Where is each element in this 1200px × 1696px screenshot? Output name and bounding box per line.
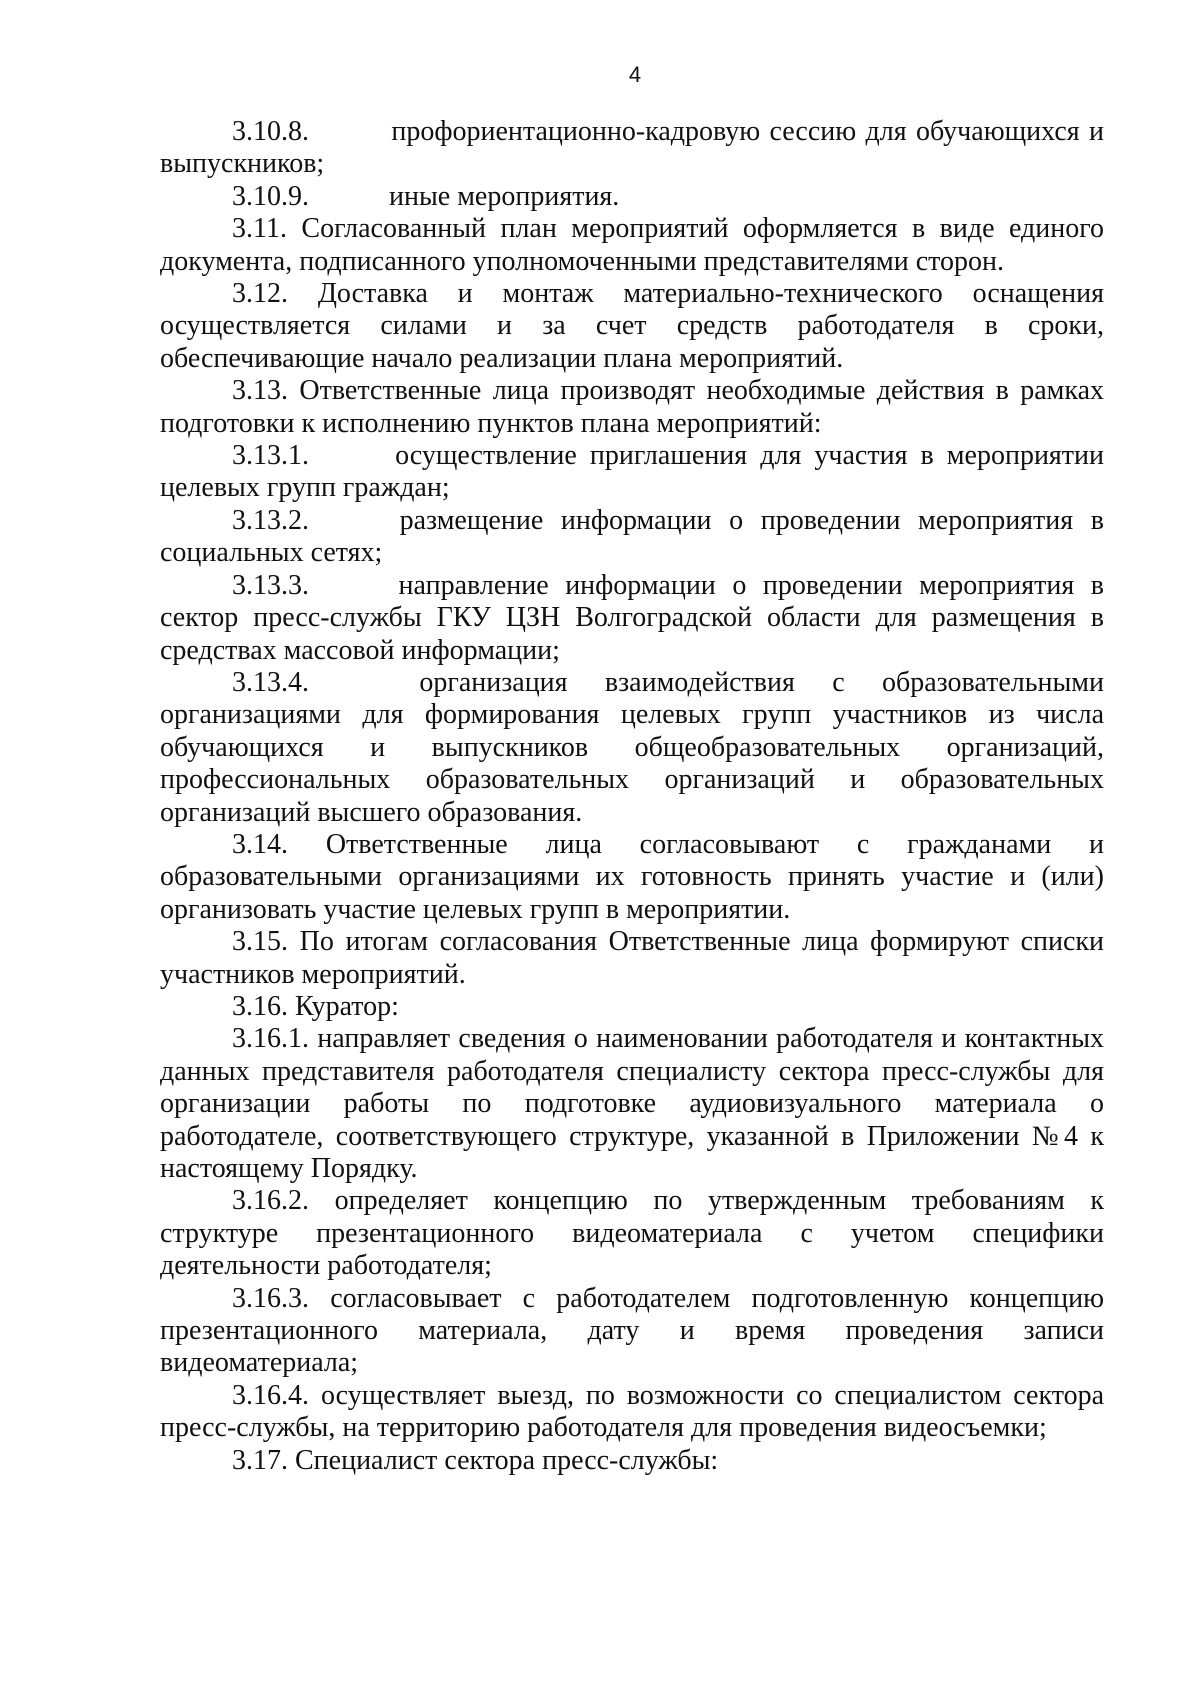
paragraph-3-15 [160, 926, 1104, 991]
paragraph-text: направление информации о проведении мероприятия в сектор пресс-службы ГКУ ЦЗН Волгоградской области для размещения в средствах массовой информации; [160, 569, 1104, 666]
paragraph-number: 3.13.4. [232, 666, 309, 698]
paragraph-number: 3.13. [232, 375, 288, 407]
paragraph-number: 3.10.8. [232, 116, 309, 147]
paragraph-number: 3.16.2. [232, 1185, 309, 1217]
paragraph-text: размещение информации о проведении мероприятия в социальных сетях; [160, 504, 1104, 569]
paragraph-number: 3.10.9. [232, 180, 309, 212]
paragraph-3-10-8 [160, 116, 1104, 181]
paragraph-number: 3.13.1. [232, 440, 309, 472]
paragraph-text: согласовывает с работодателем подготовленную концепцию презентационного материала, дату и время проведения записи видеоматериала; [160, 1282, 1105, 1379]
paragraph-3-16-2 [160, 1185, 1104, 1282]
paragraph-number: 3.11. [232, 213, 287, 245]
paragraph-number: 3.16.1. [232, 1023, 309, 1055]
paragraph-number: 3.16.4. [232, 1379, 309, 1411]
paragraph-text: направляет сведения о наименовании работодателя и контактных данных представителя работодателя специалисту сектора пресс-службы для организации работы по подготовке аудиовизуального материала о работодателе, соответствующего структуре, указанной в Приложении №4 к настоящему Порядку. [160, 1023, 1105, 1184]
paragraph-3-16-3 [160, 1283, 1104, 1380]
paragraph-text: По итогам согласования Ответственные лица формируют списки участников мероприятий. [160, 926, 1104, 990]
paragraph-number: 3.16.3. [232, 1282, 309, 1314]
paragraph-text: определяет концепцию по утвержденным требованиям к структуре презентационного видеоматериала с учетом специфики деятельности работодателя; [160, 1185, 1105, 1282]
paragraph-text: организация взаимодействия с образовательными организациями для формирования целевых групп участников из числа обучающихся и выпускников общеобразовательных организаций, профессиональных образовательных организаций и образовательных организаций высшего образования. [160, 666, 1104, 828]
paragraph-text: Куратор: [295, 990, 399, 1022]
paragraph-number: 3.17. [232, 1444, 288, 1476]
paragraph-number: 3.14. [232, 828, 288, 860]
paragraph-text: осуществляет выезд, по возможности со специалистом сектора пресс-службы, на территорию работодателя для проведения видеосъемки; [160, 1379, 1105, 1444]
paragraph-number: 3.13.3. [232, 569, 309, 601]
paragraph-3-10-9 [160, 181, 1104, 213]
paragraph-3-13 [160, 375, 1104, 440]
page-number: 4 [628, 62, 642, 87]
paragraph-number: 3.15. [232, 926, 288, 958]
document-body [160, 116, 1104, 1477]
paragraph-number: 3.13.2. [232, 504, 309, 536]
paragraph-text: Доставка и монтаж материально-технического оснащения осуществляется силами и за счет средств работодателя в сроки, обеспечивающие начало реализации плана мероприятий. [160, 278, 1104, 374]
paragraph-text: Ответственные лица согласовывают с гражданами и образовательными организациями их готовность принять участие и (или) организовать участие целевых групп в мероприятии. [160, 828, 1104, 925]
paragraph-3-17 [160, 1445, 1104, 1477]
paragraph-text: Специалист сектора пресс-службы: [295, 1444, 719, 1476]
paragraph-3-11 [160, 213, 1104, 278]
paragraph-3-16 [160, 991, 1104, 1023]
paragraph-number: 3.16. [232, 990, 288, 1022]
paragraph-3-14 [160, 829, 1104, 926]
paragraph-text: Согласованный план мероприятий оформляется в виде единого документа, подписанного уполномоченными представителями сторон. [160, 213, 1105, 277]
paragraph-text: осуществление приглашения для участия в мероприятии целевых групп граждан; [160, 440, 1105, 504]
paragraph-3-13-4 [160, 667, 1104, 829]
paragraph-number: 3.12. [232, 278, 288, 310]
paragraph-3-12 [160, 278, 1104, 375]
paragraph-3-13-2 [160, 505, 1104, 570]
paragraph-3-13-1 [160, 440, 1104, 505]
paragraph-text: профориентационно-кадровую сессию для обучающихся и выпускников; [160, 116, 1104, 180]
paragraph-3-16-1 [160, 1023, 1104, 1185]
paragraph-3-13-3 [160, 570, 1104, 667]
paragraph-text: иные мероприятия. [389, 180, 620, 212]
paragraph-text: Ответственные лица производят необходимые действия в рамках подготовки к исполнению пунктов плана мероприятий: [160, 375, 1104, 439]
paragraph-3-16-4 [160, 1380, 1104, 1445]
